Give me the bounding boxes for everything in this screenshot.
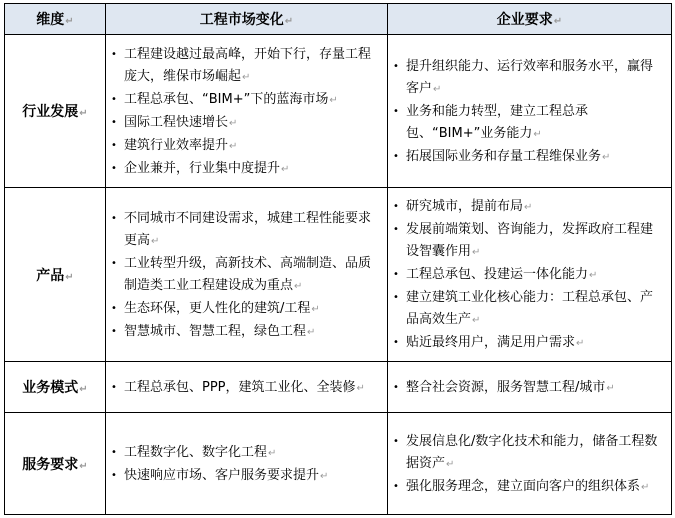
- list-item-text: 工程数字化、数字化工程: [124, 444, 268, 460]
- paragraph-mark: ↵: [641, 481, 650, 493]
- list-item-text: 整合社会资源，服务智慧工程/城市: [406, 379, 606, 395]
- bullet-icon: •: [111, 302, 117, 314]
- bullet-list: [106, 40, 387, 183]
- bullet-icon: •: [393, 150, 399, 162]
- paragraph-mark: ↵: [311, 303, 320, 315]
- list-item: [392, 264, 665, 287]
- bullet-icon: •: [111, 139, 117, 151]
- list-item: [110, 253, 381, 298]
- list-item-text: 智慧城市、智慧工程，绿色工程: [124, 323, 307, 339]
- list-item: [392, 56, 665, 101]
- bullet-list: [106, 204, 387, 346]
- bullet-icon: •: [393, 269, 399, 280]
- bullet-list: [388, 52, 671, 171]
- row-product: [5, 188, 672, 362]
- bullet-icon: •: [111, 325, 117, 337]
- bullet-list: [106, 438, 387, 490]
- bullet-icon: •: [111, 48, 117, 60]
- row-service-requirement: [5, 413, 672, 515]
- dimension-cell: [5, 188, 106, 362]
- list-item-text: 发展信息化/数字化技术和能力，储备工程数据资产: [406, 433, 658, 471]
- list-item-text: 不同城市不同建设需求，城建工程性能要求更高: [124, 210, 372, 248]
- bullet-icon: •: [111, 162, 117, 174]
- list-item: [110, 158, 381, 181]
- paragraph-mark: ↵: [589, 270, 598, 281]
- paragraph-mark: ↵: [307, 326, 316, 338]
- list-item-text: 贴近最终用户，满足用户需求: [406, 335, 576, 350]
- list-item: [392, 101, 665, 146]
- enterprise-demand-cell: [388, 35, 672, 188]
- list-item: [110, 44, 381, 89]
- market-change-cell: [106, 362, 388, 413]
- header-market-change: 工程市场变化↵: [106, 4, 388, 35]
- row-industry-development: [5, 35, 672, 188]
- bullet-icon: •: [393, 337, 399, 348]
- paragraph-mark: ↵: [242, 71, 251, 83]
- bullet-icon: •: [393, 224, 399, 235]
- list-item: [110, 112, 381, 135]
- bullet-list: [388, 373, 671, 402]
- list-item-text: 工程总承包、PPP，建筑工业化、全装修: [124, 379, 356, 395]
- bullet-list: [388, 427, 671, 501]
- paragraph-mark: ↵: [229, 117, 238, 129]
- list-item-text: 生态环保，更人性化的建筑/工程: [124, 300, 311, 316]
- list-item: [110, 442, 381, 465]
- list-item: [392, 146, 665, 169]
- bullet-icon: •: [111, 469, 117, 481]
- table-header-row: [5, 4, 672, 35]
- list-item-text: 建立建筑工业化核心能力：工程总承包、产品高效生产: [406, 290, 654, 327]
- list-item-text: 强化服务理念，建立面向客户的组织体系: [406, 478, 641, 494]
- list-item: [392, 377, 665, 400]
- list-item-text: 业务和能力转型，建立工程总承包、“BIM+”业务能力: [406, 103, 589, 141]
- list-item: [392, 287, 665, 332]
- paragraph-mark: ↵: [524, 202, 533, 213]
- list-item: [110, 89, 381, 112]
- list-item-text: 建筑行业效率提升: [124, 137, 229, 153]
- bullet-icon: •: [393, 435, 399, 447]
- list-item: [392, 219, 665, 264]
- bullet-list: [388, 192, 671, 357]
- dimension-label: 业务模式: [22, 380, 79, 396]
- list-item: [392, 476, 665, 499]
- list-item-text: 工业转型升级，高新技术、高端制造、品质制造类工业工程建设成为重点: [124, 255, 372, 293]
- list-item-text: 研究城市，提前布局: [406, 199, 524, 214]
- paragraph-mark: ↵: [576, 338, 585, 349]
- list-item-text: 工程总承包、“BIM+”下的蓝海市场: [124, 91, 329, 107]
- enterprise-demand-cell: [388, 413, 672, 515]
- bullet-list: [106, 373, 387, 402]
- list-item: [110, 465, 381, 488]
- dimension-label: 行业发展: [22, 104, 79, 120]
- dimension-label: 产品: [36, 267, 65, 284]
- bullet-icon: •: [111, 446, 117, 458]
- list-item: [110, 377, 381, 400]
- list-item-text: 拓展国际业务和存量工程维保业务: [406, 148, 602, 164]
- paragraph-mark: ↵: [602, 151, 611, 163]
- dimension-cell: [5, 35, 106, 188]
- bullet-icon: •: [111, 257, 117, 269]
- list-item: [392, 332, 665, 355]
- requirements-table: [4, 3, 672, 515]
- paragraph-mark: ↵: [65, 271, 74, 283]
- bullet-icon: •: [393, 381, 399, 393]
- list-item: [110, 321, 381, 344]
- enterprise-demand-cell: [388, 188, 672, 362]
- paragraph-mark: ↵: [433, 83, 442, 95]
- list-item: [110, 135, 381, 158]
- list-item-text: 企业兼并，行业集中度提升: [124, 160, 281, 176]
- bullet-icon: •: [393, 201, 399, 212]
- paragraph-mark: ↵: [79, 460, 88, 472]
- bullet-icon: •: [111, 116, 117, 128]
- market-change-cell: [106, 413, 388, 515]
- market-change-cell: [106, 35, 388, 188]
- paragraph-mark: ↵: [79, 384, 88, 395]
- header-dimension: 维度↵: [5, 4, 106, 35]
- paragraph-mark: ↵: [446, 458, 455, 470]
- list-item-text: 工程总承包、投建运一体化能力: [406, 267, 589, 282]
- paragraph-mark: ↵: [356, 382, 365, 394]
- bullet-icon: •: [111, 381, 117, 393]
- paragraph-mark: ↵: [606, 382, 615, 394]
- market-change-cell: [106, 188, 388, 362]
- bullet-icon: •: [393, 105, 399, 117]
- bullet-icon: •: [393, 480, 399, 492]
- list-item-text: 快速响应市场、客户服务要求提升: [124, 467, 320, 483]
- bullet-icon: •: [111, 93, 117, 105]
- list-item-text: 发展前端策划、咨询能力，发挥政府工程建设智囊作用: [406, 222, 654, 259]
- list-item-text: 工程建设越过最高峰，开始下行，存量工程庞大，维保市场崛起: [124, 46, 372, 84]
- paragraph-mark: ↵: [281, 163, 290, 175]
- bullet-icon: •: [393, 292, 399, 303]
- header-enterprise-demand: 企业要求↵: [388, 4, 672, 35]
- list-item-text: 提升组织能力、运行效率和服务水平，赢得客户: [406, 58, 654, 96]
- dimension-cell: [5, 413, 106, 515]
- list-item-text: 国际工程快速增长: [124, 114, 229, 130]
- paragraph-mark: ↵: [472, 247, 481, 258]
- paragraph-mark: ↵: [472, 315, 481, 326]
- bullet-icon: •: [111, 212, 117, 224]
- dimension-label: 服务要求: [22, 456, 79, 473]
- list-item: [392, 431, 665, 476]
- paragraph-mark: ↵: [533, 128, 542, 140]
- list-item: [392, 196, 665, 219]
- paragraph-mark: ↵: [151, 235, 160, 247]
- bullet-icon: •: [393, 60, 399, 72]
- paragraph-mark: ↵: [320, 470, 329, 482]
- paragraph-mark: ↵: [268, 447, 277, 459]
- paragraph-mark: ↵: [329, 94, 338, 106]
- list-item: [110, 298, 381, 321]
- paragraph-mark: ↵: [294, 280, 303, 292]
- paragraph-mark: ↵: [79, 108, 88, 119]
- enterprise-demand-cell: [388, 362, 672, 413]
- row-business-model: [5, 362, 672, 413]
- dimension-cell: [5, 362, 106, 413]
- list-item: [110, 208, 381, 253]
- paragraph-mark: ↵: [229, 140, 238, 152]
